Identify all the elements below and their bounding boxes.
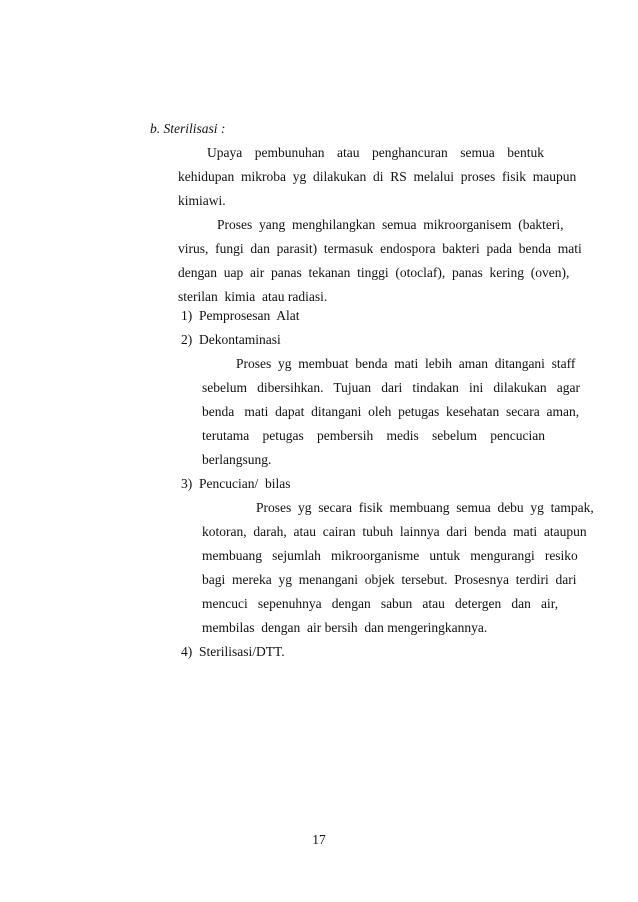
list-item-2-line2: sebelum dibersihkan. Tujuan dari tindakan ini dilakukan agar bbox=[202, 380, 580, 395]
para1-line3: kimiawi. bbox=[178, 193, 226, 208]
para1-word: semua bbox=[460, 145, 495, 160]
list-item-word: pembersih bbox=[316, 428, 374, 443]
para1-line1 bbox=[207, 145, 544, 161]
list-item-3-line2: kotoran, darah, atau cairan tubuh lainnya dari benda mati ataupun bbox=[202, 524, 587, 539]
list-item-word: terutama bbox=[202, 428, 250, 443]
para1-word: bentuk bbox=[507, 145, 544, 160]
list-item-2-line1: Proses yg membuat benda mati lebih aman ditangani staff bbox=[236, 356, 576, 371]
list-item-2-line4 bbox=[202, 428, 545, 444]
para1-word: atau bbox=[336, 145, 360, 160]
list-item-word: medis bbox=[386, 428, 419, 443]
list-item-3-line6: membilas dengan air bersih dan mengeringkannya. bbox=[202, 620, 488, 635]
list-item-3-line1: Proses yg secara fisik membuang semua debu yg tampak, bbox=[256, 500, 594, 515]
para2-line4: sterilan kimia atau radiasi. bbox=[178, 289, 328, 304]
para2-line2: virus, fungi dan parasit) termasuk endospora bakteri pada benda mati bbox=[178, 241, 582, 256]
list-item-3-line3: membuang sejumlah mikroorganisme untuk mengurangi resiko bbox=[202, 548, 578, 563]
list-item-1: 1) Pemprosesan Alat bbox=[181, 308, 300, 323]
para1-word: pembunuhan bbox=[254, 145, 325, 160]
list-item-3-line5: mencuci sepenuhnya dengan sabun atau detergen dan air, bbox=[202, 596, 559, 611]
list-item-word: petugas bbox=[262, 428, 304, 443]
page-number: 17 bbox=[312, 832, 326, 847]
list-item-word: pencucian bbox=[490, 428, 545, 443]
para1-word: penghancuran bbox=[371, 145, 448, 160]
list-item-word: sebelum bbox=[431, 428, 477, 443]
para1-word: Upaya bbox=[207, 145, 243, 160]
list-item-2: 2) Dekontaminasi bbox=[181, 332, 281, 347]
para1-line2: kehidupan mikroba yg dilakukan di RS melalui proses fisik maupun bbox=[178, 169, 577, 184]
list-item-3: 3) Pencucian/ bilas bbox=[181, 476, 291, 491]
section-heading: b. Sterilisasi : bbox=[150, 121, 226, 136]
list-item-3-line4: bagi mereka yg menangani objek tersebut. Prosesnya terdiri dari bbox=[202, 572, 577, 587]
list-item-2-line3: benda mati dapat ditangani oleh petugas kesehatan secara aman, bbox=[202, 404, 580, 419]
list-item-4: 4) Sterilisasi/DTT. bbox=[181, 644, 285, 659]
list-item-2-line5: berlangsung. bbox=[202, 452, 272, 467]
para2-line1: Proses yang menghilangkan semua mikroorganisem (bakteri, bbox=[217, 217, 564, 232]
para2-line3: dengan uap air panas tekanan tinggi (otoclaf), panas kering (oven), bbox=[178, 265, 570, 280]
